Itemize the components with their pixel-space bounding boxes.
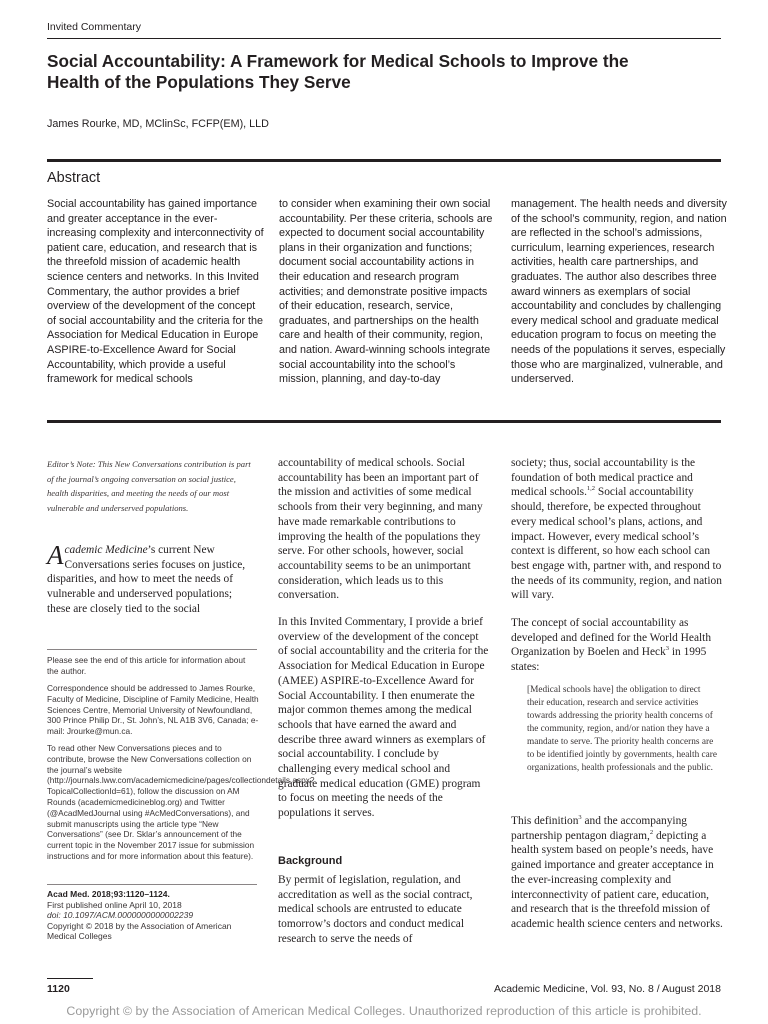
editors-note: Editor’s Note: This New Conversations contribution is part of the journal’s ongoing conversation on social justice, health disparities, and meeting the needs of our most vulnerable and underserved populations. [47,459,251,513]
background-heading: Background [278,855,343,867]
abstract-column-2: to consider when examining their own social accountability. Per these criteria, schools are expected to document social accountability plans in their organization and functions; document social accountability actions in their education and research program activities; and demonstrate positive impacts of their education, research, service, graduates, and partnerships on the health care and health of their community, region, and nation. Award-winning schools integrate social accountability into the school’s mission, planning, and day-to-day [279,198,493,386]
abstract-heading: Abstract [47,170,101,186]
section-label: Invited Commentary [47,21,141,33]
author-line: James Rourke, MD, MClinSc, FCFP(EM), LLD [47,118,269,130]
notes-rule [47,649,257,650]
reference-marker: 1,2 [586,485,596,493]
body-paragraph: In this Invited Commentary, I provide a brief overview of the development of the concept of social accountability and the criteria for the Association for Medical Education in Europe (AMEE) ASPIRE-to-Excellence Award for Social Accountability. I then enumerate the major common themes among the medical schools that have earned the award and describe three award winners as exemplars of social accountability. I conclude by challenging every medical school and graduate medical education (GME) program to focus on meeting the needs of the populations it serves. [278,616,489,820]
abstract-top-rule [47,159,721,162]
body-paragraph: This definition$^3$ and the accompanying partnership pentagon diagram,$^2$ depicting a health system based on people’s needs, have gained importance and greater acceptance in the ever-increasing complexity and interconnectivity of patient care, education, and research that is the threefold mission of academic health science centers and networks. [511,814,723,930]
abstract-bottom-rule [47,420,721,423]
definition-quote: [Medical schools have] the obligation to direct their education, research and service activities towards addressing the priority health concerns of the community, region, and/or nation they have a mandate to serve. The priority health concerns are to be identified jointly by governments, health care organizations, health professionals and the public. [527,685,718,773]
page-number: 1120 [47,983,70,995]
citation-copyright: Copyright © 2018 by the Association of American Medical Colleges [47,920,232,942]
header-rule [47,38,721,39]
abstract-column-3: management. The health needs and diversity of the school’s community, region, and nation are reflected in the school’s admissions, curriculum, learning experiences, research activities, health care partnerships, and graduates. The author also describes three award winners as exemplars of social accountability and concludes by challenging every medical school and graduate medical education program to focus on meeting the needs of the populations it serves, especially those who are marginalized, vulnerable, and underserved. [511,198,727,386]
body-paragraph: accountability of medical schools. Social accountability has been an important part of the mission and activities of some medical schools from their very beginning, and many have made remarkable contributions to improving the health of the populations they serve. For other schools, however, social accountability seems to be an unimportant consideration, which leads us to this conversation. [278,457,483,602]
citation-block [47,889,259,942]
journal-footer: Academic Medicine, Vol. 93, No. 8 / August 2018 [493,983,721,995]
citation-doi: doi: 10.1097/ACM.0000000000002239 [47,910,194,921]
reference-marker: 2 [649,828,654,836]
body-paragraph: society; thus, social accountability is the foundation of both medical practice and medical schools.$^{1,2}$ Social accountability should, therefore, be expected throughout every medical school’s plans, actions, and impact. However, every medical school’s context is different, so how each school can best engage with, partner with, and respond to the needs of its community, region, and nation will vary. [511,457,722,602]
correspondence-note: Correspondence should be addressed to James Rourke, Faculty of Medicine, Discipline of Family Medicine, Health Sciences Centre, Memorial University of Newfoundland, 300 Prince Philip Dr., St. John’s, NL A1B 3V6, Canada; e-mail: Jrourke@mun.ca. [47,683,259,737]
body-paragraph: The concept of social accountability as developed and defined for the World Health Organization by Boelen and Heck$^3$ in 1995 states: [511,617,712,674]
copyright-notice: Copyright © by the Association of American Medical Colleges. Unauthorized reproduction of this article is prohibited. [66,1004,702,1018]
read-more-note: To read other New Conversations pieces and to contribute, browse the New Conversations collection on the journal’s website (http://journals.lww.com/academicmedicine/pages/collectiondetails.aspx?TopicalCollectionId=61), follow the discussion on AM Rounds (academicmedicineblog.org) and Twitter (@AcadMedJournal using #AcMedConversations), and submit manuscripts using the article type “New Conversations” (see Dr. Sklar’s announcement of the current topic in the November 2017 issue for submission instructions and for more information about this feature). [47,743,315,861]
reference-marker: 3 [665,645,670,653]
article-title: Social Accountability: A Framework for Medical Schools to Improve the Health of the Populations They Serve [47,51,629,92]
drop-cap: A [47,540,64,570]
body-paragraph: By permit of legislation, regulation, and accreditation as well as the social contract, medical schools are entrusted to educate tomorrow’s doctors and conduct medical research to serve the needs of [278,874,473,945]
author-info-note: Please see the end of this article for information about the author. [47,655,246,676]
reference-marker: 3 [578,814,582,822]
footer-rule [47,978,93,979]
intro-paragraph [47,540,257,617]
intro-text: ’s current New Conversations series focuses on justice, disparities, and how to meet the needs of vulnerable and underserved populations; these are closely tied to the social [47,544,246,615]
citation-journal: Acad Med. 2018;93:1120–1124. [47,889,170,899]
abstract-column-1: Social accountability has gained importance and greater acceptance in the ever-increasing complexity and interconnectivity of patient care, education, and research that is the threefold mission of academic health science centers and networks. In this Invited Commentary, the author provides a brief overview of the development of the concept of social accountability and the criteria for the Association for Medical Education in Europe ASPIRE-to-Excellence Award for Social Accountability, which provide a useful framework for medical schools [47,198,264,386]
citation-published: First published online April 10, 2018 [47,899,182,910]
citation-rule [47,884,257,885]
journal-name: cademic Medicine [64,544,148,556]
